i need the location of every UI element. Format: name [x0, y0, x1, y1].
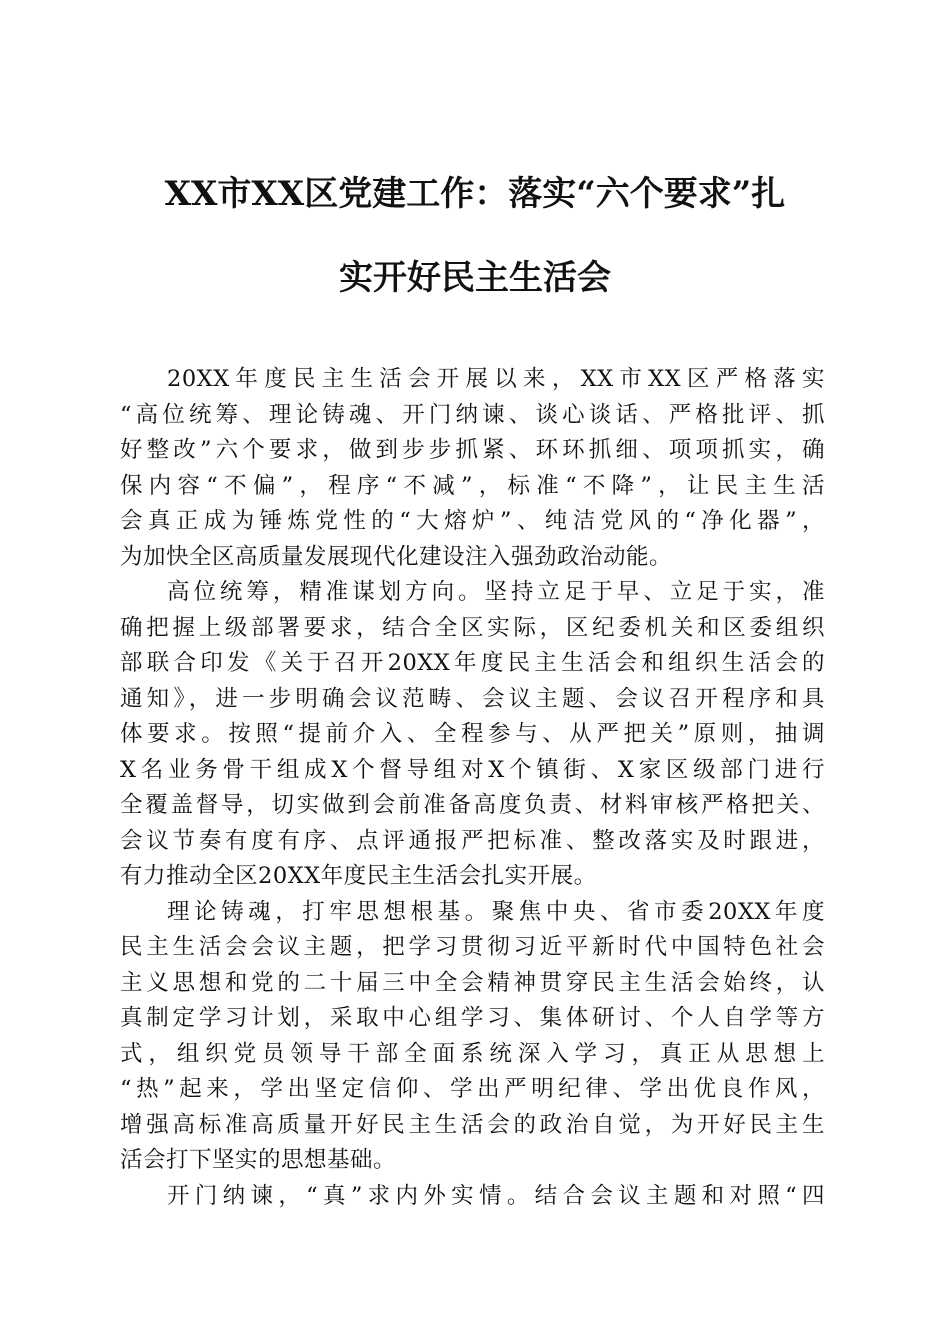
paragraph-line: 真制定学习计划，采取中心组学习、集体研讨、个人自学等方: [120, 1005, 825, 1031]
paragraph-line: “高位统筹、理论铸魂、开门纳谏、谈心谈话、严格批评、抓: [120, 401, 825, 428]
paragraph-line: 体要求。按照“提前介入、全程参与、从严把关”原则，抽调: [120, 721, 825, 747]
paragraph-line: 全覆盖督导，切实做到会前准备高度负责、材料审核严格把关、: [120, 792, 825, 818]
paragraph-line: 会真正成为锤炼党性的“大熔炉”、纯洁党风的“净化器”，: [120, 508, 825, 534]
document-body: [120, 362, 825, 1214]
paragraph-line: 确把握上级部署要求，结合全区实际，区纪委机关和区委组织: [120, 614, 825, 641]
paragraph-line: X名业务骨干组成X个督导组对X个镇街、X家区级部门进行: [120, 756, 825, 783]
paragraph-line: 主义思想和党的二十届三中全会精神贯穿民主生活会始终，认: [120, 969, 825, 996]
document-title: [100, 152, 850, 320]
title-line-2: 实开好民主生活会: [339, 258, 611, 298]
paragraph-line: 式，组织党员领导干部全面系统深入学习，真正从思想上: [120, 1040, 825, 1067]
paragraph-2: [120, 575, 825, 895]
paragraph-line: 好整改”六个要求，做到步步抓紧、环环抓细、项项抓实，确: [120, 437, 825, 463]
paragraph-line: 部联合印发《关于召开20XX年度民主生活会和组织生活会的: [120, 650, 825, 676]
paragraph-line: 增强高标准高质量开好民主生活会的政治自觉，为开好民主生: [120, 1111, 825, 1138]
paragraph-line: “热”起来，学出坚定信仰、学出严明纪律、学出优良作风，: [120, 1076, 825, 1102]
paragraph-line: 为加快全区高质量发展现代化建设注入强劲政治动能。: [120, 543, 673, 570]
paragraph-line: 保内容“不偏”，程序“不减”，标准“不降”，让民主生活: [120, 472, 825, 499]
paragraph-line: 理论铸魂，打牢思想根基。聚焦中央、省市委20XX年度: [167, 898, 825, 925]
paragraph-line: 活会打下坚实的思想基础。: [120, 1147, 397, 1173]
paragraph-line: 20XX年度民主生活会开展以来，XX市XX区严格落实: [167, 366, 825, 392]
paragraph-line: 会议节奏有度有序、点评通报严把标准、整改落实及时跟进，: [120, 827, 825, 854]
paragraph-line: 民主生活会会议主题，把学习贯彻习近平新时代中国特色社会: [120, 934, 825, 960]
title-line-1: XX市XX区党建工作：落实“六个要求”扎: [164, 174, 786, 214]
paragraph-1: [120, 362, 825, 575]
paragraph-3: [120, 895, 825, 1179]
paragraph-line: 通知》，进一步明确会议范畴、会议主题、会议召开程序和具: [120, 685, 825, 712]
paragraph-line: 有力推动全区20XX年度民主生活会扎实开展。: [120, 863, 597, 889]
paragraph-line: 开门纳谏，“真”求内外实情。结合会议主题和对照“四: [167, 1182, 825, 1209]
paragraph-line: 高位统筹，精准谋划方向。坚持立足于早、立足于实，准: [167, 579, 825, 605]
paragraph-4: [120, 1179, 825, 1215]
